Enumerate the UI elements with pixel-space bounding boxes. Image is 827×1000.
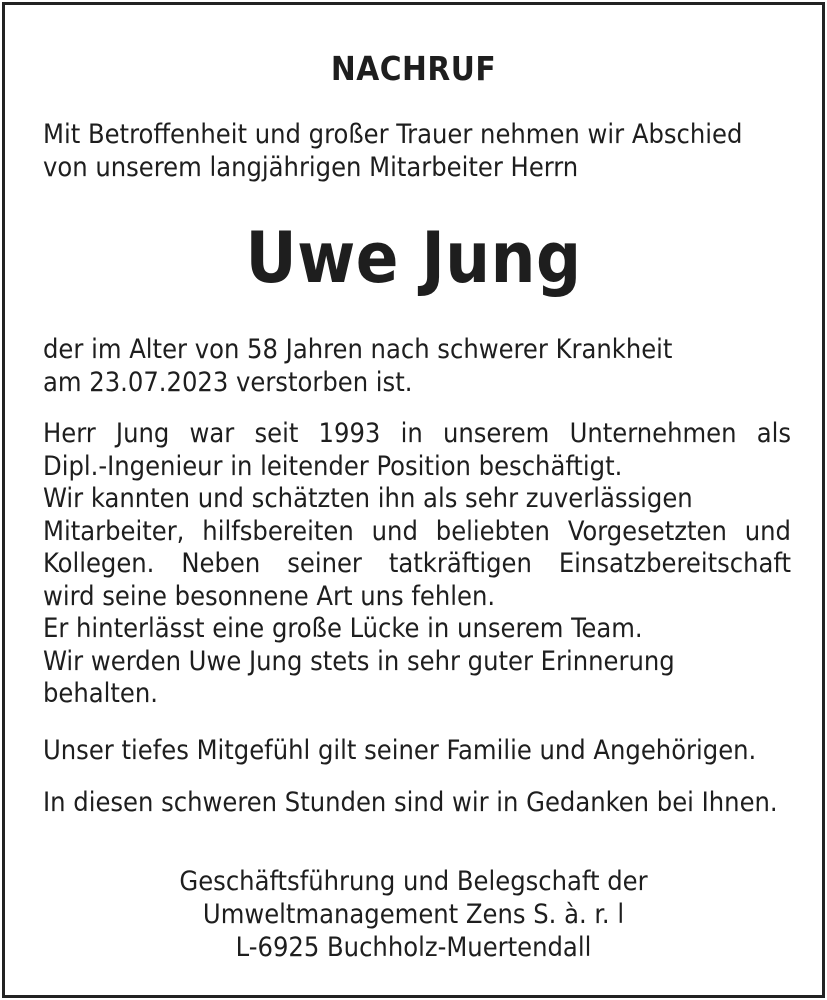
signature-line-3: L-6925 Buchholz-Muertendall: [235, 932, 592, 963]
closing-line: In diesen schweren Stunden sind wir in Gedanken bei Ihnen.: [43, 787, 778, 818]
deceased-name: Uwe Jung: [245, 217, 582, 299]
condolence-line: Unser tiefes Mitgefühl gilt seiner Familie und Angehörigen.: [43, 735, 757, 766]
tribute-line-7: Er hinterlässt eine große Lücke in unserem Team.: [43, 613, 643, 644]
tribute-line-1: Herr Jung war seit 1993 in unserem Unternehmen als: [43, 418, 791, 449]
signature-block: [5, 865, 822, 964]
tribute-line-9: behalten.: [43, 678, 158, 709]
tribute-line-4: Mitarbeiter, hilfsbereiten und beliebten Vorgesetzten und: [43, 515, 791, 547]
obituary-frame: [2, 2, 825, 998]
intro-line-1: Mit Betroffenheit und großer Trauer nehmen wir Abschied: [43, 119, 743, 150]
death-notice-line-2: am 23.07.2023 verstorben ist.: [43, 366, 413, 398]
tribute-line-8: Wir werden Uwe Jung stets in sehr guter Erinnerung: [43, 645, 675, 677]
signature-line-2: Umweltmanagement Zens S. à. r. l: [202, 899, 625, 930]
death-notice-line-1: der im Alter von 58 Jahren nach schwerer Krankheit: [43, 334, 673, 365]
intro-line-2: von unserem langjährigen Mitarbeiter Herrn: [43, 151, 579, 183]
tribute-line-6: wird seine besonnene Art uns fehlen.: [43, 580, 496, 612]
tribute-line-5: Kollegen. Neben seiner tatkräftigen Einsatzbereitschaft: [43, 548, 791, 579]
death-notice-paragraph: [43, 334, 791, 399]
intro-paragraph: [43, 119, 791, 184]
tribute-line-2: Dipl.-Ingenieur in leitender Position beschäftigt.: [43, 450, 623, 482]
tribute-line-3: Wir kannten und schätzten ihn als sehr zuverlässigen: [43, 483, 693, 514]
tribute-paragraph: [43, 418, 791, 711]
heading-nachruf: NACHRUF: [330, 49, 497, 88]
signature-line-1: Geschäftsführung und Belegschaft der: [179, 866, 648, 897]
